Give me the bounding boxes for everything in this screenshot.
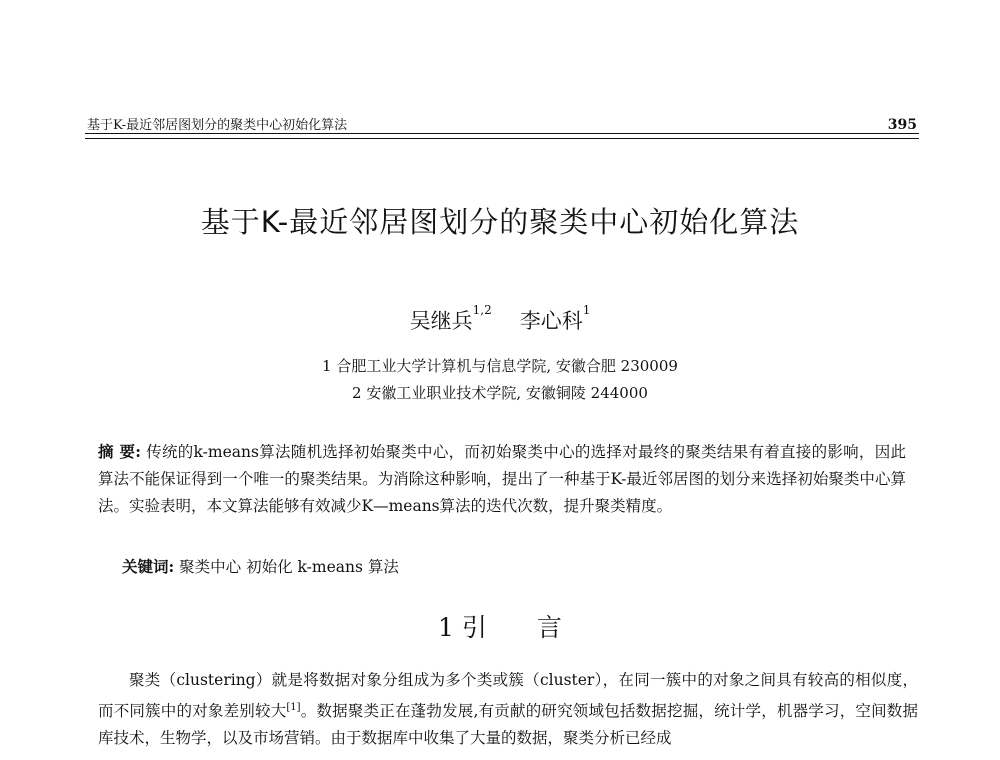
header-rule-thin bbox=[85, 138, 919, 139]
body-paragraph bbox=[98, 667, 918, 752]
running-header-title: 基于K-最近邻居图划分的聚类中心初始化算法 bbox=[87, 118, 348, 133]
abstract-label: 摘 要: bbox=[98, 442, 141, 461]
abstract bbox=[98, 438, 906, 520]
header-rule-thick bbox=[85, 133, 919, 134]
section-title-b: 言 bbox=[536, 613, 562, 642]
author-name: 吴继兵 bbox=[409, 309, 473, 333]
affiliation-1: 1 合肥工业大学计算机与信息学院, 安徽合肥 230009 bbox=[322, 357, 678, 375]
paper-title: 基于K-最近邻居图划分的聚类中心初始化算法 bbox=[200, 205, 800, 239]
author-line bbox=[0, 305, 1000, 335]
keywords-text: 聚类中心 初始化 k-means 算法 bbox=[179, 558, 399, 576]
author-affil-mark: 1 bbox=[582, 303, 591, 317]
affiliation-2: 2 安徽工业职业技术学院, 安徽铜陵 244000 bbox=[352, 384, 648, 402]
author-affil-mark: 1,2 bbox=[472, 303, 492, 317]
section-heading bbox=[0, 608, 1000, 644]
body-text-part2: 。数据聚类正在蓬勃发展,有贡献的研究领域包括数据挖掘，统计学，机器学习，空间数据库技术，生物学，以及市场营销。由于数据库中收集了大量的数据，聚类分析已经成 bbox=[98, 702, 918, 748]
keywords-label: 关键词: bbox=[122, 557, 175, 576]
page-number: 395 bbox=[887, 117, 917, 133]
citation-ref: [1] bbox=[286, 702, 301, 713]
abstract-text: 传统的k-means算法随机选择初始聚类中心，而初始聚类中心的选择对最终的聚类结果有着直接的影响，因此算法不能保证得到一个唯一的聚类结果。为消除这种影响，提出了一种基于K-最近邻居图的划分来选择初始聚类中心算法。实验表明，本文算法能够有效减少K—means算法的迭代次数，提升聚类精度。 bbox=[98, 443, 906, 515]
body-text-part1: 聚类（clustering）就是将数据对象分组成为多个类或簇（cluster），在同一簇中的对象之间具有较高的相似度，而不同簇中的对象差别较大 bbox=[98, 671, 918, 721]
body-text bbox=[98, 667, 918, 752]
section-number: 1 bbox=[438, 613, 454, 642]
section-title-a: 引 bbox=[461, 613, 487, 642]
keywords bbox=[122, 555, 399, 577]
author-name: 李心科 bbox=[519, 309, 583, 333]
